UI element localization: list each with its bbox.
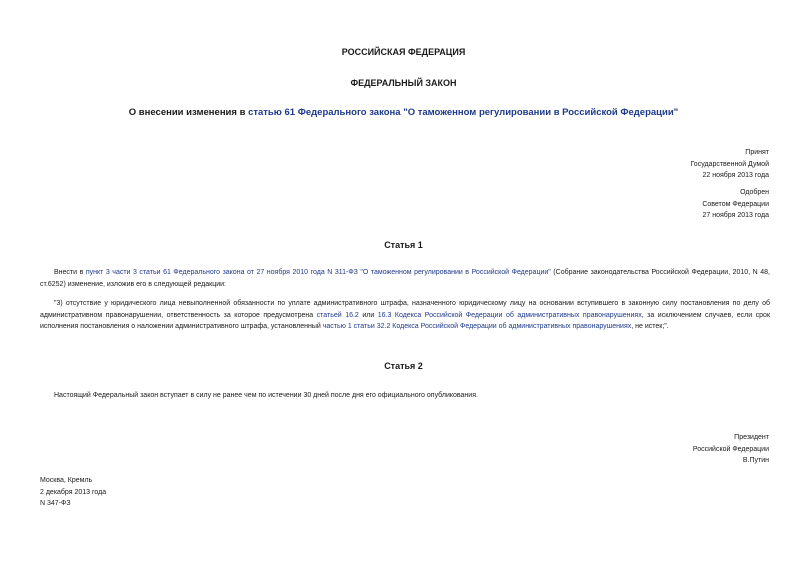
article1-paragraph2 xyxy=(40,298,770,333)
p2-article-link-32-2[interactable]: частью 1 статьи 32.2 Кодекса Российской Федерации об административных правонарушениях xyxy=(322,323,632,330)
adopted-line1: Принят xyxy=(745,149,769,156)
p2-text-a: "3) отсутствие у юридического лица невыполненной обязанности по уплате административного штрафа, назначенного юридическому лицу на основании вступившего в законную силу постановления по делу об административном правонарушении, ответственность за которое предусмотрена xyxy=(40,300,770,319)
p2-text-b: или xyxy=(358,311,378,319)
p2-text-d: , не истек;". xyxy=(631,323,669,330)
doc-type-heading: ФЕДЕРАЛЬНЫЙ ЗАКОН xyxy=(350,78,457,88)
country-heading: РОССИЙСКАЯ ФЕДЕРАЦИЯ xyxy=(341,47,466,57)
p2-article-link-16-2[interactable]: статьей 16.2 xyxy=(316,311,359,319)
signer-block xyxy=(693,432,769,467)
title-prefix: О внесении изменения в xyxy=(128,107,249,118)
p1-text-a: Внести в xyxy=(54,269,86,276)
adopted-block xyxy=(690,147,769,182)
article2-paragraph: Настоящий Федеральный закон вступает в силу не ранее чем по истечении 30 дней после дня его официального опубликования. xyxy=(54,392,478,399)
signer-line3: В.Путин xyxy=(742,457,769,464)
approved-block xyxy=(702,187,769,222)
p1-law-link[interactable]: пункт 3 части 3 статьи 61 Федерального закона от 27 ноября 2010 года N 311-ФЗ "О таможенном регулировании в Российской Федерации" xyxy=(85,269,551,276)
place-line1: Москва, Кремль xyxy=(40,477,93,484)
title-law-link[interactable]: статью 61 Федерального закона "О таможенном регулировании в Российской Федерации" xyxy=(248,107,679,118)
p2-article-link-16-3[interactable]: 16.3 Кодекса Российской Федерации об административных правонарушениях xyxy=(377,311,642,319)
approved-line1: Одобрен xyxy=(740,189,769,196)
adopted-line2: Государственной Думой xyxy=(690,160,769,168)
place-date-block xyxy=(40,475,106,510)
place-line3: N 347-ФЗ xyxy=(40,500,71,507)
page-title xyxy=(0,107,807,118)
article1-paragraph1 xyxy=(40,267,770,290)
approved-line3: 27 ноября 2013 года xyxy=(702,212,769,219)
signer-line2: Российской Федерации xyxy=(692,445,769,453)
adopted-line3: 22 ноября 2013 года xyxy=(702,172,769,179)
signer-line1: Президент xyxy=(734,434,769,441)
p2-text-c: , за исключением случаев, если срок исполнения постановления о наложении административного штрафа, установленный xyxy=(40,311,771,330)
p1-text-b: (Собрание законодательства Российской Федерации, 2010, N 48, ст.6252) изменение, изложив его в следующей редакции: xyxy=(40,269,771,288)
article2-heading: Статья 2 xyxy=(384,361,423,371)
place-line2: 2 декабря 2013 года xyxy=(40,488,107,496)
approved-line2: Советом Федерации xyxy=(702,200,769,208)
article1-heading: Статья 1 xyxy=(384,240,423,250)
